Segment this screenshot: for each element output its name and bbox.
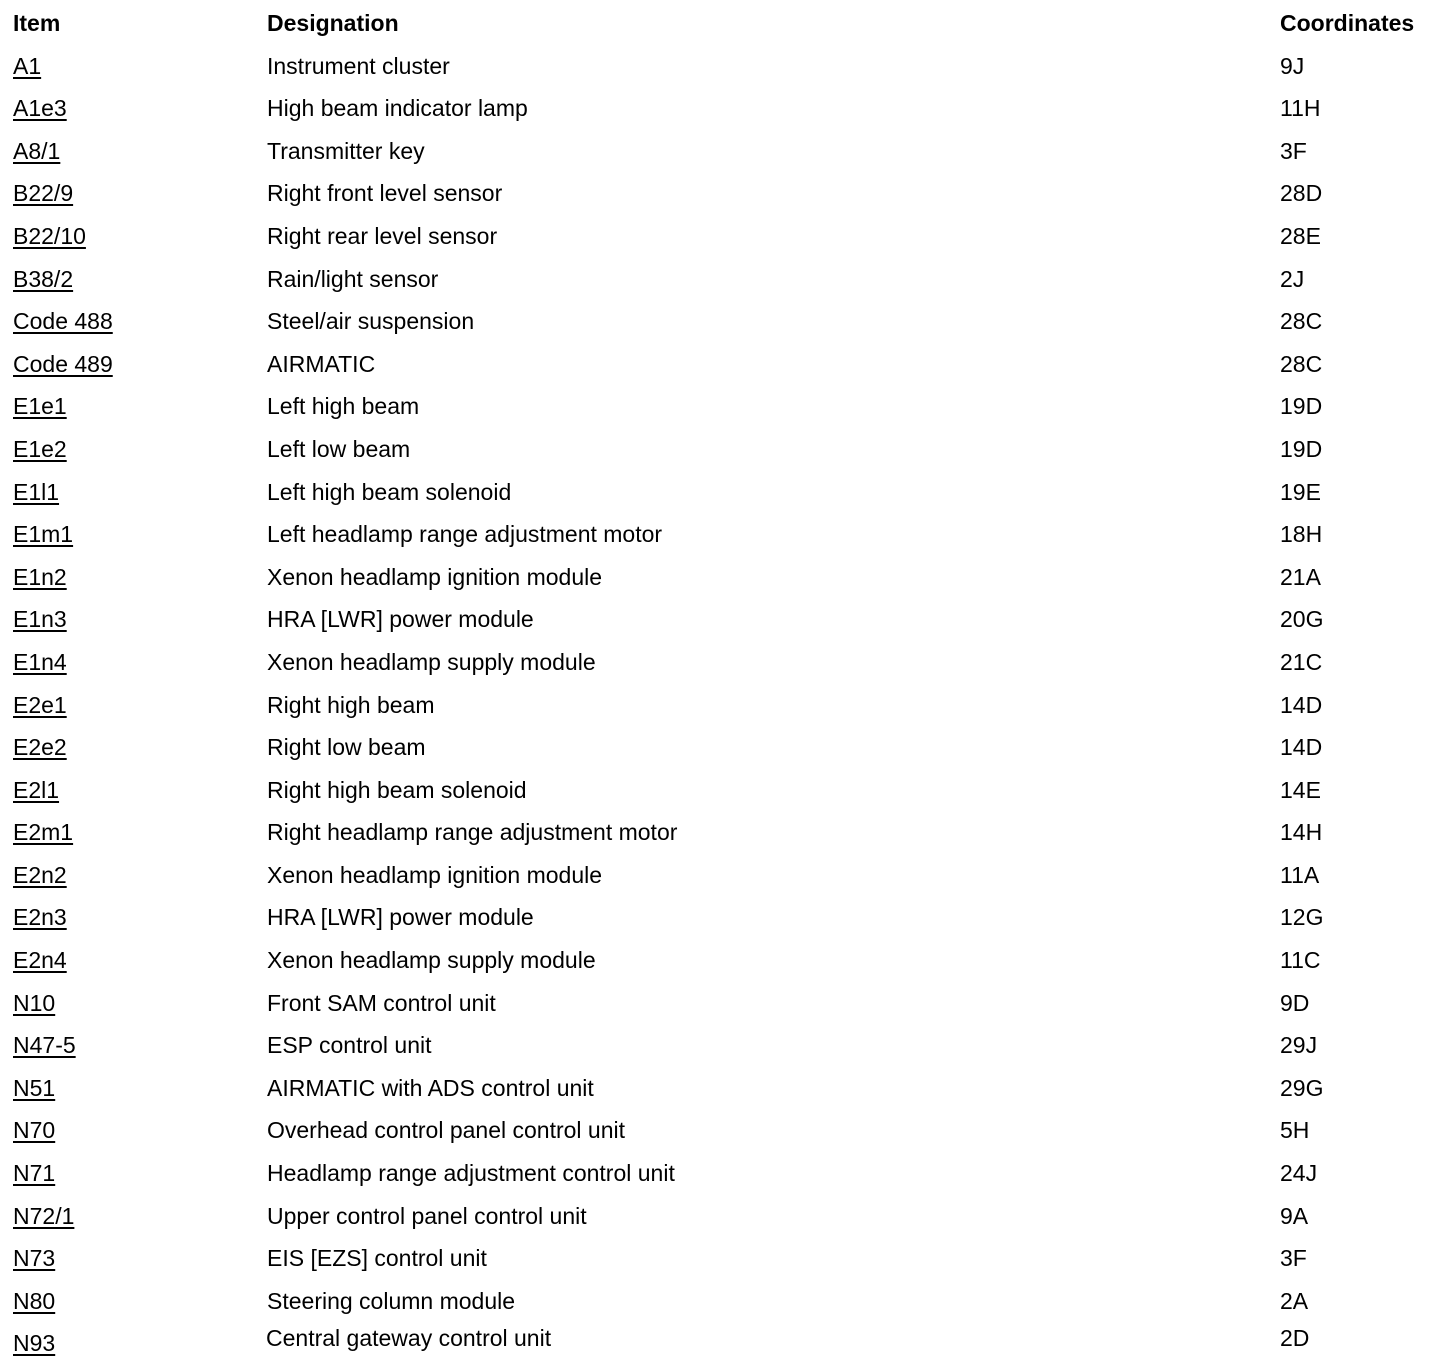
coordinates-cell: 28E	[1280, 222, 1321, 249]
designation-cell: HRA [LWR] power module	[267, 606, 534, 633]
designation-cell: Xenon headlamp supply module	[267, 947, 596, 974]
coordinates-cell: 24J	[1280, 1160, 1318, 1187]
coordinates-cell: 2D	[1280, 1325, 1310, 1352]
table-row	[0, 511, 1456, 554]
coordinates-cell: 28C	[1280, 350, 1323, 377]
coordinates-cell: 3F	[1280, 1245, 1307, 1272]
designation-cell: Right front level sensor	[267, 180, 503, 207]
designation-cell: Left headlamp range adjustment motor	[267, 521, 663, 548]
designation-cell: Central gateway control unit	[266, 1325, 552, 1352]
designation-cell: Instrument cluster	[267, 52, 450, 79]
table-row	[0, 383, 1456, 426]
table-row	[0, 852, 1456, 895]
table-row	[0, 213, 1456, 256]
coordinates-cell: 14E	[1280, 776, 1321, 803]
designation-cell: High beam indicator lamp	[267, 95, 528, 122]
coordinates-cell: 19E	[1280, 478, 1321, 505]
coordinates-cell: 11C	[1280, 947, 1321, 974]
item-link[interactable]: E1m1	[13, 521, 74, 548]
coordinates-column-header: Coordinates	[1280, 10, 1415, 36]
item-link[interactable]: N51	[13, 1074, 56, 1101]
item-link[interactable]: Code 488	[13, 308, 113, 335]
item-link[interactable]: N10	[13, 989, 56, 1016]
coordinates-cell: 2J	[1280, 265, 1305, 292]
coordinates-cell: 29G	[1280, 1074, 1324, 1101]
designation-cell: Left low beam	[267, 435, 411, 462]
table-row	[0, 170, 1456, 213]
designation-cell: Right high beam solenoid	[267, 776, 527, 803]
coordinates-cell: 21C	[1280, 648, 1323, 675]
table-row	[0, 1278, 1456, 1321]
designation-cell: Headlamp range adjustment control unit	[267, 1160, 675, 1187]
coordinates-cell: 28D	[1280, 180, 1323, 207]
designation-cell: Right low beam	[267, 734, 426, 761]
designation-cell: Right rear level sensor	[267, 222, 498, 249]
coordinates-cell: 11A	[1280, 861, 1320, 888]
table-row	[0, 937, 1456, 980]
item-link[interactable]: N73	[13, 1245, 56, 1272]
designation-cell: Front SAM control unit	[267, 989, 496, 1016]
table-row	[0, 1193, 1456, 1236]
item-link[interactable]: A1e3	[13, 95, 67, 122]
table-row	[0, 1235, 1456, 1278]
coordinates-cell: 11H	[1280, 95, 1321, 122]
item-link[interactable]: B38/2	[13, 265, 74, 292]
coordinates-cell: 9A	[1280, 1202, 1309, 1229]
coordinates-cell: 14D	[1280, 691, 1323, 718]
item-link[interactable]: N80	[13, 1287, 56, 1314]
item-link[interactable]: E2e1	[13, 691, 67, 718]
item-link[interactable]: N72/1	[13, 1202, 75, 1229]
coordinates-cell: 18H	[1280, 521, 1323, 548]
item-link[interactable]: E2e2	[13, 734, 67, 761]
item-link[interactable]: E1l1	[13, 478, 60, 505]
table-row	[0, 256, 1456, 299]
designation-cell: ESP control unit	[267, 1032, 432, 1059]
item-link[interactable]: E1e2	[13, 435, 67, 462]
coordinates-cell: 2A	[1280, 1287, 1309, 1314]
table-row	[0, 809, 1456, 852]
table-row	[0, 1022, 1456, 1065]
item-link[interactable]: E1n2	[13, 563, 67, 590]
designation-cell: Right high beam	[267, 691, 435, 718]
designation-cell: HRA [LWR] power module	[267, 904, 534, 931]
item-link[interactable]: Code 489	[13, 350, 113, 377]
table-body	[0, 43, 1456, 1363]
designation-cell: Steering column module	[267, 1287, 516, 1314]
coordinates-cell: 5H	[1280, 1117, 1310, 1144]
designation-cell: Xenon headlamp supply module	[267, 648, 596, 675]
designation-cell: Left high beam solenoid	[267, 478, 512, 505]
table-row	[0, 554, 1456, 597]
designation-column-header: Designation	[267, 10, 399, 36]
table-row	[0, 426, 1456, 469]
designation-cell: Steel/air suspension	[267, 308, 475, 335]
item-link[interactable]: A8/1	[13, 137, 61, 164]
coordinates-cell: 14H	[1280, 819, 1323, 846]
coordinates-cell: 28C	[1280, 308, 1323, 335]
designation-cell: Upper control panel control unit	[267, 1202, 587, 1229]
table-row	[0, 682, 1456, 725]
item-link[interactable]: N71	[13, 1160, 56, 1187]
table-row	[0, 1107, 1456, 1150]
table-row	[0, 767, 1456, 810]
coordinates-cell: 3F	[1280, 137, 1307, 164]
item-link[interactable]: B22/10	[13, 222, 86, 249]
coordinates-cell: 9J	[1280, 52, 1305, 79]
designation-cell: Overhead control panel control unit	[267, 1117, 625, 1144]
table-row	[0, 298, 1456, 341]
coordinates-cell: 20G	[1280, 606, 1324, 633]
table-row	[0, 1320, 1456, 1363]
item-link[interactable]: N47-5	[13, 1032, 76, 1059]
table-row	[0, 1065, 1456, 1108]
coordinates-cell: 12G	[1280, 904, 1324, 931]
designation-cell: AIRMATIC with ADS control unit	[267, 1074, 594, 1101]
table-row	[0, 1150, 1456, 1193]
coordinates-cell: 14D	[1280, 734, 1323, 761]
coordinates-cell: 21A	[1280, 563, 1321, 590]
item-link[interactable]: E2n2	[13, 861, 67, 888]
item-link[interactable]: E1n3	[13, 606, 67, 633]
table-header-row	[0, 0, 1456, 43]
table-row	[0, 341, 1456, 384]
coordinates-cell: 29J	[1280, 1032, 1318, 1059]
designation-cell: Xenon headlamp ignition module	[267, 563, 603, 590]
item-link[interactable]: E2n4	[13, 947, 67, 974]
coordinates-cell: 19D	[1280, 393, 1323, 420]
item-link[interactable]: E2m1	[13, 819, 74, 846]
designation-cell: Left high beam	[267, 393, 420, 420]
table-row	[0, 724, 1456, 767]
designation-cell: Right headlamp range adjustment motor	[267, 819, 678, 846]
table-row	[0, 43, 1456, 86]
coordinates-cell: 19D	[1280, 435, 1323, 462]
item-link[interactable]: E1n4	[13, 648, 67, 675]
table-row	[0, 980, 1456, 1023]
item-link[interactable]: N70	[13, 1117, 56, 1144]
item-column-header: Item	[13, 10, 61, 36]
table-row	[0, 639, 1456, 682]
designation-cell: EIS [EZS] control unit	[267, 1245, 487, 1272]
item-link[interactable]: A1	[13, 52, 42, 79]
item-link[interactable]: B22/9	[13, 180, 74, 207]
table-row	[0, 85, 1456, 128]
designation-cell: Transmitter key	[267, 137, 425, 164]
item-link[interactable]: E2n3	[13, 904, 67, 931]
item-link[interactable]: E2l1	[13, 776, 60, 803]
item-link[interactable]: N93	[13, 1330, 56, 1357]
table-row	[0, 894, 1456, 937]
designation-cell: AIRMATIC	[267, 350, 376, 377]
coordinates-cell: 9D	[1280, 989, 1310, 1016]
table-row	[0, 596, 1456, 639]
item-link[interactable]: E1e1	[13, 393, 67, 420]
table-row	[0, 128, 1456, 171]
designation-cell: Rain/light sensor	[267, 265, 439, 292]
table-row	[0, 469, 1456, 512]
designation-cell: Xenon headlamp ignition module	[267, 861, 603, 888]
